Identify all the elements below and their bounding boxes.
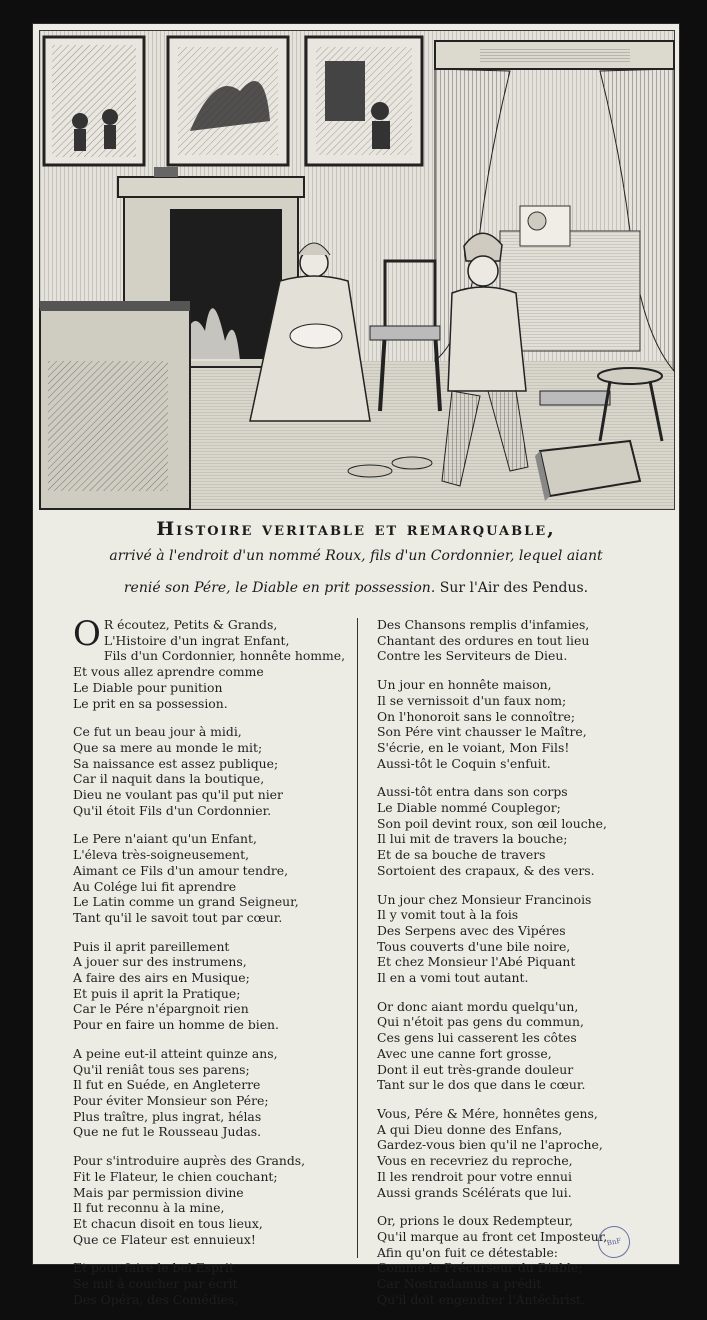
framed-picture-center: [168, 37, 288, 165]
verse-line: Son poil devint roux, son œil louche,: [377, 815, 607, 831]
broadsheet-subtitle-tune: [33, 580, 679, 596]
broadsheet-subtitle: arrivé à l'endroit d'un nommé Roux, fils d'un Cordonnier, lequel aiant: [109, 548, 603, 564]
stanza: [377, 617, 667, 664]
verse-line: Il fut reconnu à la mine,: [73, 1200, 225, 1216]
verse-line: Gardez-vous bien qu'il ne l'aproche,: [377, 1137, 603, 1153]
verse-line: Pour s'introduire auprès des Grands,: [73, 1153, 306, 1169]
verse-line: Il y vomit tout à la fois: [377, 907, 519, 923]
stanza: [377, 677, 667, 771]
drop-cap: O: [73, 614, 101, 654]
verse-line: Mais par permission divine: [73, 1184, 244, 1200]
stanza: [73, 939, 353, 1033]
verse-line: Contre les Serviteurs de Dieu.: [377, 648, 568, 664]
framed-picture-right: [306, 37, 422, 165]
verse-line: A qui Dieu donne des Enfans,: [377, 1121, 563, 1137]
verse-line: Se mit à coucher par écrit: [73, 1276, 238, 1292]
verse-line: Et pour faire le bel Esprit: [73, 1260, 234, 1276]
verse-line: Des Serpens avec des Vipéres: [377, 922, 566, 938]
verse-line: R écoutez, Petits & Grands,: [103, 617, 278, 632]
verse-line: A faire des airs en Musique;: [73, 970, 250, 986]
verse-line: Des Chansons remplis d'infamies,: [377, 617, 590, 632]
verse-line: Le Diable nommé Couplegor;: [377, 800, 561, 816]
verse-line: A jouer sur des instrumens,: [73, 954, 247, 970]
stanza: [73, 1260, 353, 1307]
verse-line: Et puis il aprit la Pratique;: [73, 985, 241, 1001]
broadsheet-page: [33, 24, 679, 1307]
stanza: [377, 1106, 667, 1200]
verse-line: Car le Pére n'épargnoit rien: [73, 1001, 249, 1017]
verse-line: Qu'il doit engendrer l'Antéchrist.: [377, 1291, 585, 1307]
stanza: [377, 892, 667, 986]
verse-line: Fils d'un Cordonnier, honnête homme,: [103, 648, 346, 664]
verse-line: Le Pere n'aiant qu'un Enfant,: [73, 831, 257, 847]
verse-line: Au Colége lui fit aprendre: [73, 878, 237, 894]
verse-line: S'écrie, en le voiant, Mon Fils!: [377, 739, 570, 755]
verse-line: Pour éviter Monsieur son Pére;: [73, 1092, 269, 1108]
verse-line: Et chez Monsieur l'Abé Piquant: [377, 954, 576, 970]
verse-line: Pour en faire un homme de bien.: [73, 1017, 279, 1033]
stanza: [73, 724, 353, 818]
verse-line: Un jour chez Monsieur Francinois: [377, 891, 592, 907]
verse-line: Que ne fut le Rousseau Judas.: [73, 1124, 262, 1140]
verse-line: L'Histoire d'un ingrat Enfant,: [103, 632, 290, 648]
engraving-illustration: [39, 30, 675, 510]
verse-line: Que ce Flateur est ennuieux!: [73, 1231, 256, 1247]
verse-line: Vous, Pére & Mére, honnêtes gens,: [377, 1105, 598, 1121]
verse-line: Que sa mere au monde le mit;: [73, 739, 263, 755]
verse-line: Aussi-tôt le Coquin s'enfuit.: [377, 755, 551, 771]
verse-line: Son Pére vint chausser le Maître,: [377, 724, 587, 740]
verse-line: Qu'il marque au front cet Imposteur,: [377, 1228, 608, 1244]
verse-line: Il en a vomi tout autant.: [377, 970, 529, 986]
verse-line: Il les rendroit pour votre ennui: [377, 1168, 572, 1184]
verse-line: Des Opéra, des Comédies,: [73, 1291, 239, 1307]
verse-line: Comme le Précurseur du Diable;: [377, 1260, 583, 1276]
verse-line: Le prit en sa possession.: [73, 695, 228, 711]
verse-line: Et vous allez aprendre comme: [73, 664, 264, 680]
verse-line: On l'honoroit sans le connoître;: [377, 708, 576, 724]
verse-line: Car il naquit dans la boutique,: [73, 771, 265, 787]
verse-column-right: [377, 617, 667, 1320]
stanza: [73, 614, 353, 711]
verse-line: Aimant ce Fils d'un amour tendre,: [73, 862, 289, 878]
broadsheet-title: Histoire veritable et remarquable,: [156, 518, 556, 540]
framed-picture-left: [44, 37, 144, 165]
verse-line: Tant sur le dos que dans le cœur.: [377, 1077, 586, 1093]
subtitle-italic-part: renié son Pére, le Diable en prit possession.: [123, 580, 436, 596]
verse-line: Car Nostradamus a prédit: [377, 1276, 542, 1292]
stanza: [377, 999, 667, 1093]
verse-line: Un jour en honnête maison,: [377, 677, 552, 693]
verse-line: Tous couverts d'une bile noire,: [377, 938, 571, 954]
library-stamp: BnF: [595, 1223, 633, 1261]
verse-line: Vous en recevriez du reproche,: [377, 1153, 573, 1169]
verse-line: L'éleva très-soigneusement,: [73, 847, 250, 863]
verse-line: Le Latin comme un grand Seigneur,: [73, 894, 299, 910]
cabinet: [40, 301, 190, 509]
verse-line: Fit le Flateur, le chien couchant;: [73, 1168, 278, 1184]
verse-line: Puis il aprit pareillement: [73, 938, 230, 954]
verse-line: Afin qu'on fuit ce détestable:: [377, 1244, 558, 1260]
verse-line: A peine eut-il atteint quinze ans,: [73, 1045, 278, 1061]
verse-line: Or donc aiant mordu quelqu'un,: [377, 998, 579, 1014]
stanza: [377, 1213, 667, 1307]
verse-line: Dont il eut très-grande douleur: [377, 1061, 574, 1077]
verse-line: Sa naissance est assez publique;: [73, 755, 279, 771]
verse-line: Qu'il reniât tous ses parens;: [73, 1061, 250, 1077]
verse-line: Qu'il étoit Fils d'un Cordonnier.: [73, 802, 272, 818]
verse-line: Or, prions le doux Redempteur,: [377, 1213, 574, 1229]
stanza: [73, 831, 353, 925]
verse-line: Il lui mit de travers la bouche;: [377, 831, 568, 847]
verse-line: Le Diable pour punition: [73, 679, 223, 695]
verse-line: Ce fut un beau jour à midi,: [73, 724, 242, 740]
verse-line: Chantant des ordures en tout lieu: [377, 632, 590, 648]
verse-line: Et de sa bouche de travers: [377, 847, 546, 863]
verse-line: Aussi-tôt entra dans son corps: [377, 784, 568, 800]
verse-line: Sortoient des crapaux, & des vers.: [377, 862, 595, 878]
verse-line: Plus traître, plus ingrat, hélas: [73, 1108, 262, 1124]
verse-line: Dieu ne voulant pas qu'il put nier: [73, 787, 283, 803]
engraving-scene: [40, 31, 674, 509]
verse-line: Qui n'étoit pas gens du commun,: [377, 1014, 584, 1030]
verse-line: Avec une canne fort grosse,: [377, 1045, 552, 1061]
verse-line: Il se vernissoit d'un faux nom;: [377, 692, 567, 708]
stanza: [73, 1046, 353, 1140]
column-divider: [357, 618, 358, 1258]
stanza: [73, 1153, 353, 1247]
stanza: [377, 784, 667, 878]
verse-line: Tant qu'il le savoit tout par cœur.: [73, 909, 283, 925]
verse-line: Ces gens lui casserent les côtes: [377, 1030, 577, 1046]
subtitle-tune-name: Sur l'Air des Pendus.: [439, 580, 589, 596]
verse-column-left: [73, 614, 353, 1320]
verse-line: Et chacun disoit en tous lieux,: [73, 1215, 263, 1231]
verse-line: Aussi grands Scélérats que lui.: [377, 1184, 572, 1200]
verse-line: Il fut en Suéde, en Angleterre: [73, 1077, 261, 1093]
